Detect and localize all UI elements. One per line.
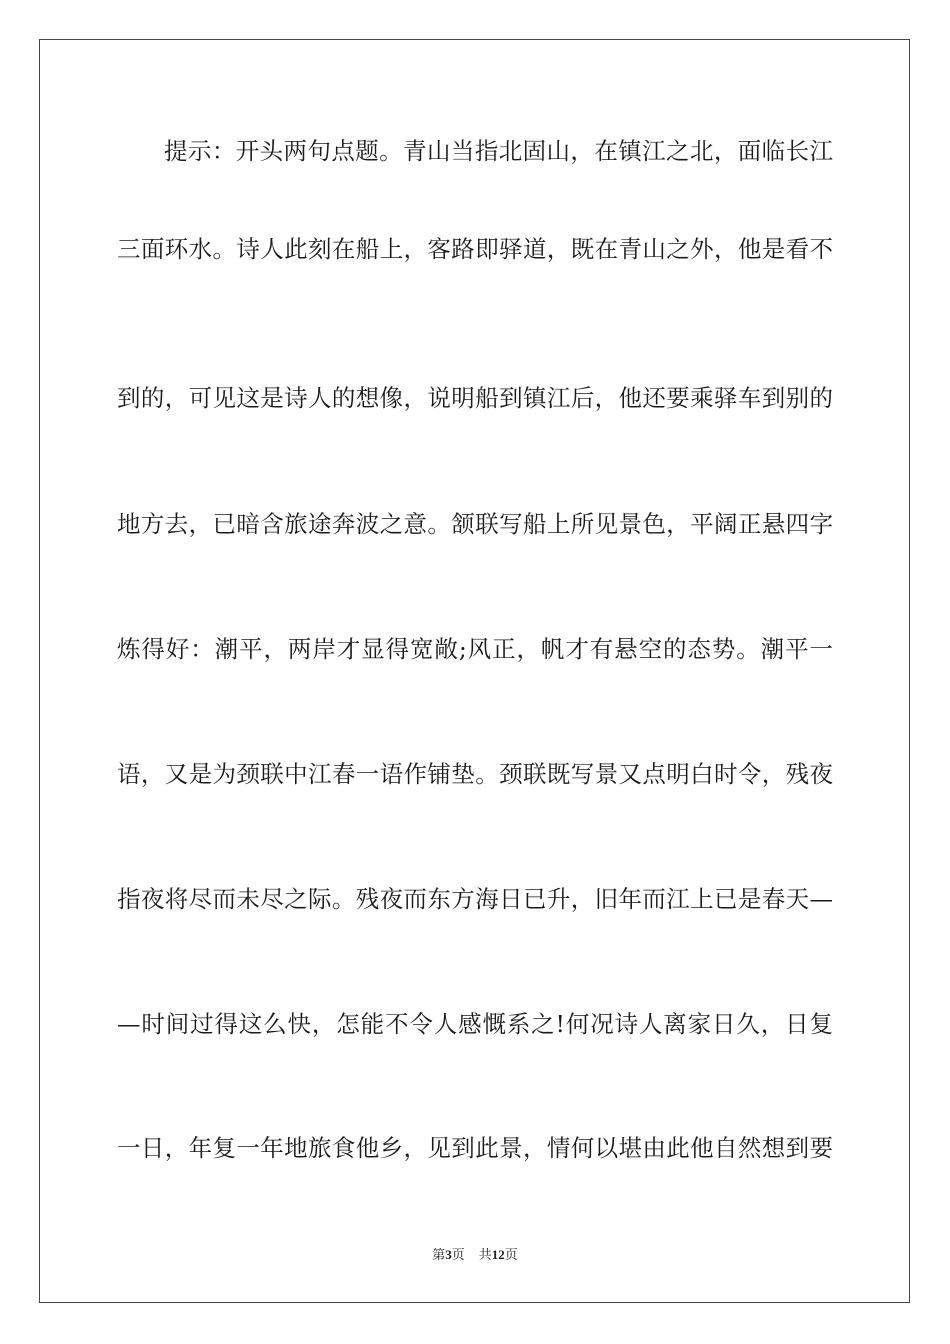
text-line-5: 炼得好：潮平，两岸才显得宽敞;风正，帆才有悬空的态势。潮平一 [117,635,833,663]
text-line-7: 指夜将尽而未尽之际。残夜而东方海日已升，旧年而江上已是春天— [117,885,833,913]
total-prefix: 共 [478,1248,492,1263]
page-border [39,39,910,1303]
page-total: 12 [491,1247,505,1262]
text-line-6: 语，又是为颈联中江春一语作铺垫。颈联既写景又点明白时令，残夜 [117,760,833,788]
total-suffix: 页 [504,1248,518,1263]
text-line-2: 三面环水。诗人此刻在船上，客路即驿道，既在青山之外，他是看不 [117,235,833,263]
text-line-4: 地方去，已暗含旅途奔波之意。颔联写船上所见景色，平阔正悬四字 [117,510,833,538]
text-line-9: 一日，年复一年地旅食他乡，见到此景，情何以堪由此他自然想到要 [117,1134,833,1162]
page-prefix: 第 [432,1248,446,1263]
page-footer [0,1246,950,1265]
text-line-1: 提示：开头两句点题。青山当指北固山，在镇江之北，面临长江 [164,137,833,165]
text-line-3: 到的，可见这是诗人的想像，说明船到镇江后，他还要乘驿车到别的 [117,384,833,412]
page-suffix: 页 [451,1248,465,1263]
page-number: 3 [445,1247,452,1262]
text-line-8: —时间过得这么快，怎能不令人感慨系之!何况诗人离家日久，日复 [117,1010,833,1038]
